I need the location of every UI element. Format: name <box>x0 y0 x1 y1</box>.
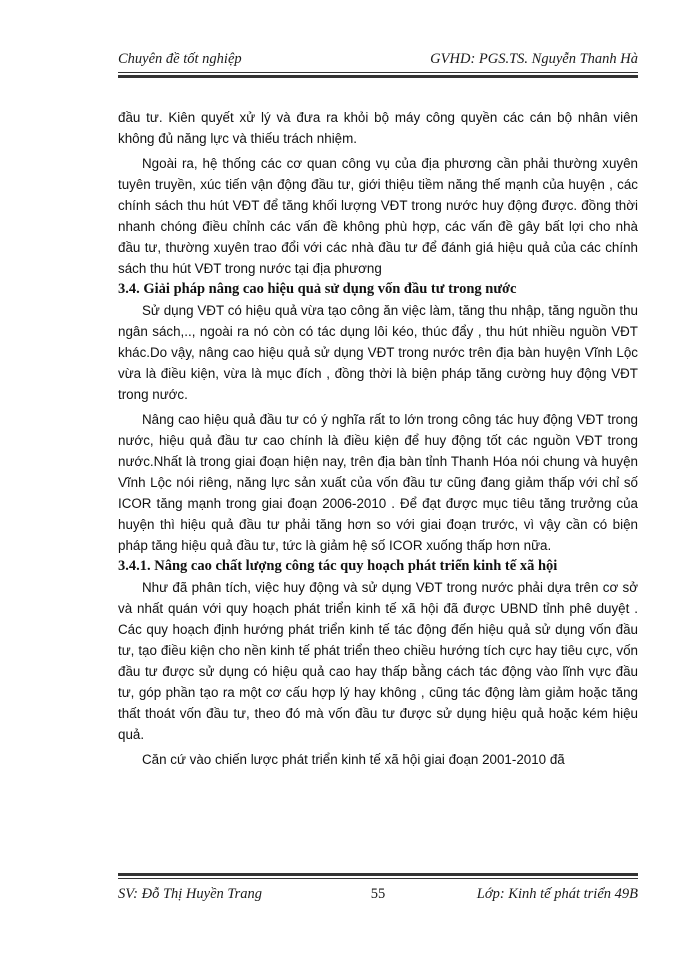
footer-rule-thin <box>118 878 638 879</box>
page-footer <box>118 886 638 908</box>
section-heading-3-4-1: 3.4.1. Nâng cao chất lượng công tác quy hoạch phát triển kinh tế xã hội <box>118 558 558 574</box>
footer-rule-thick <box>118 873 638 876</box>
paragraph-5: Như đã phân tích, việc huy động và sử dụng VĐT trong nước phải dựa trên cơ sở và nhất quán với quy hoạch phát triển kinh tế xã hội đã được UBND tỉnh phê duyệt . Các quy hoạch định hướng phát triển kinh tế tác động đến hiệu quả sử dụng vốn đầu tư, tạo điều kiện cho nền kinh tế phát triển theo chiều hướng tích cực hay tiêu cực, vốn đầu tư được sử dụng có hiệu quả cao hay thấp bằng cách tác động vào lĩnh vực đầu tư, góp phần tạo ra một cơ cấu hợp lý hay không , cũng tác động làm giảm hoặc tăng thất thoát vốn đầu tư, theo đó mà vốn đầu tư được sử dụng hiệu quả hoặc kém hiệu quả. <box>118 580 638 742</box>
footer-class-name: Lớp: Kinh tế phát triển 49B <box>476 886 638 902</box>
page-header <box>118 45 638 71</box>
paragraph-3: Sử dụng VĐT có hiệu quả vừa tạo công ăn việc làm, tăng thu nhập, tăng nguồn thu ngân sách,.., ngoài ra nó còn có tác dụng lôi kéo, thúc đẩy , thu hút nhiều nguồn VĐT khác.Do vậy, nâng cao hiệu quả sử dụng VĐT trong nước trên địa bàn huyện Vĩnh Lộc vừa là điều kiện, vừa là mục đích , đồng thời là biện pháp tăng cường huy động VĐT trong nước. <box>118 303 638 402</box>
paragraph-4: Nâng cao hiệu quả đầu tư có ý nghĩa rất to lớn trong công tác huy động VĐT trong nước, hiệu quả đầu tư cao chính là điều kiện để huy động tốt các nguồn VĐT trong nước.Nhất là trong giai đoạn hiện nay, trên địa bàn tỉnh Thanh Hóa nói chung và huyện Vĩnh Lộc nói riêng, năng lực sản xuất của vốn đầu tư cũng đang giảm thấp với chỉ số ICOR tăng mạnh trong giai đoạn 2006-2010 . Để đạt được mục tiêu tăng trưởng của huyện thì hiệu quả đầu tư phải tăng hơn so với giai đoạn trước, vì vậy cần có biện pháp tăng hiệu quả đầu tư, tức là giảm hệ số ICOR xuống thấp hơn nữa. <box>118 412 638 553</box>
header-rule-thick <box>118 75 638 78</box>
header-rule-thin <box>118 72 638 73</box>
header-right-text: GVHD: PGS.TS. Nguyễn Thanh Hà <box>430 51 638 67</box>
footer-student-name: SV: Đỗ Thị Huyền Trang <box>118 886 263 902</box>
header-left-text: Chuyên đề tốt nghiệp <box>118 51 242 67</box>
paragraph-2: Ngoài ra, hệ thống các cơ quan công vụ của địa phương cần phải thường xuyên tuyên truyền, xúc tiến vận động đầu tư, giới thiệu tiềm năng thế mạnh của huyện , các chính sách thu hút VĐT để tăng khối lượng VĐT trong nước huy động được. đồng thời nhanh chóng điều chỉnh các vấn đề không phù hợp, các vấn đề gây bất lợi cho nhà đầu tư, thường xuyên trao đổi với các nhà đầu tư để đánh giá hiệu quả của các chính sách thu hút VĐT trong nước tại địa phương <box>118 156 638 276</box>
page-number: 55 <box>370 886 386 902</box>
section-heading-3-4: 3.4. Giải pháp nâng cao hiệu quả sử dụng vốn đầu tư trong nước <box>118 281 517 297</box>
document-body <box>118 107 638 770</box>
paragraph-6: Căn cứ vào chiến lược phát triển kinh tế xã hội giai đoạn 2001-2010 đã <box>142 752 565 767</box>
paragraph-1: đầu tư. Kiên quyết xử lý và đưa ra khỏi bộ máy công quyền các cán bộ nhân viên không đủ năng lực và thiếu trách nhiệm. <box>118 110 638 146</box>
